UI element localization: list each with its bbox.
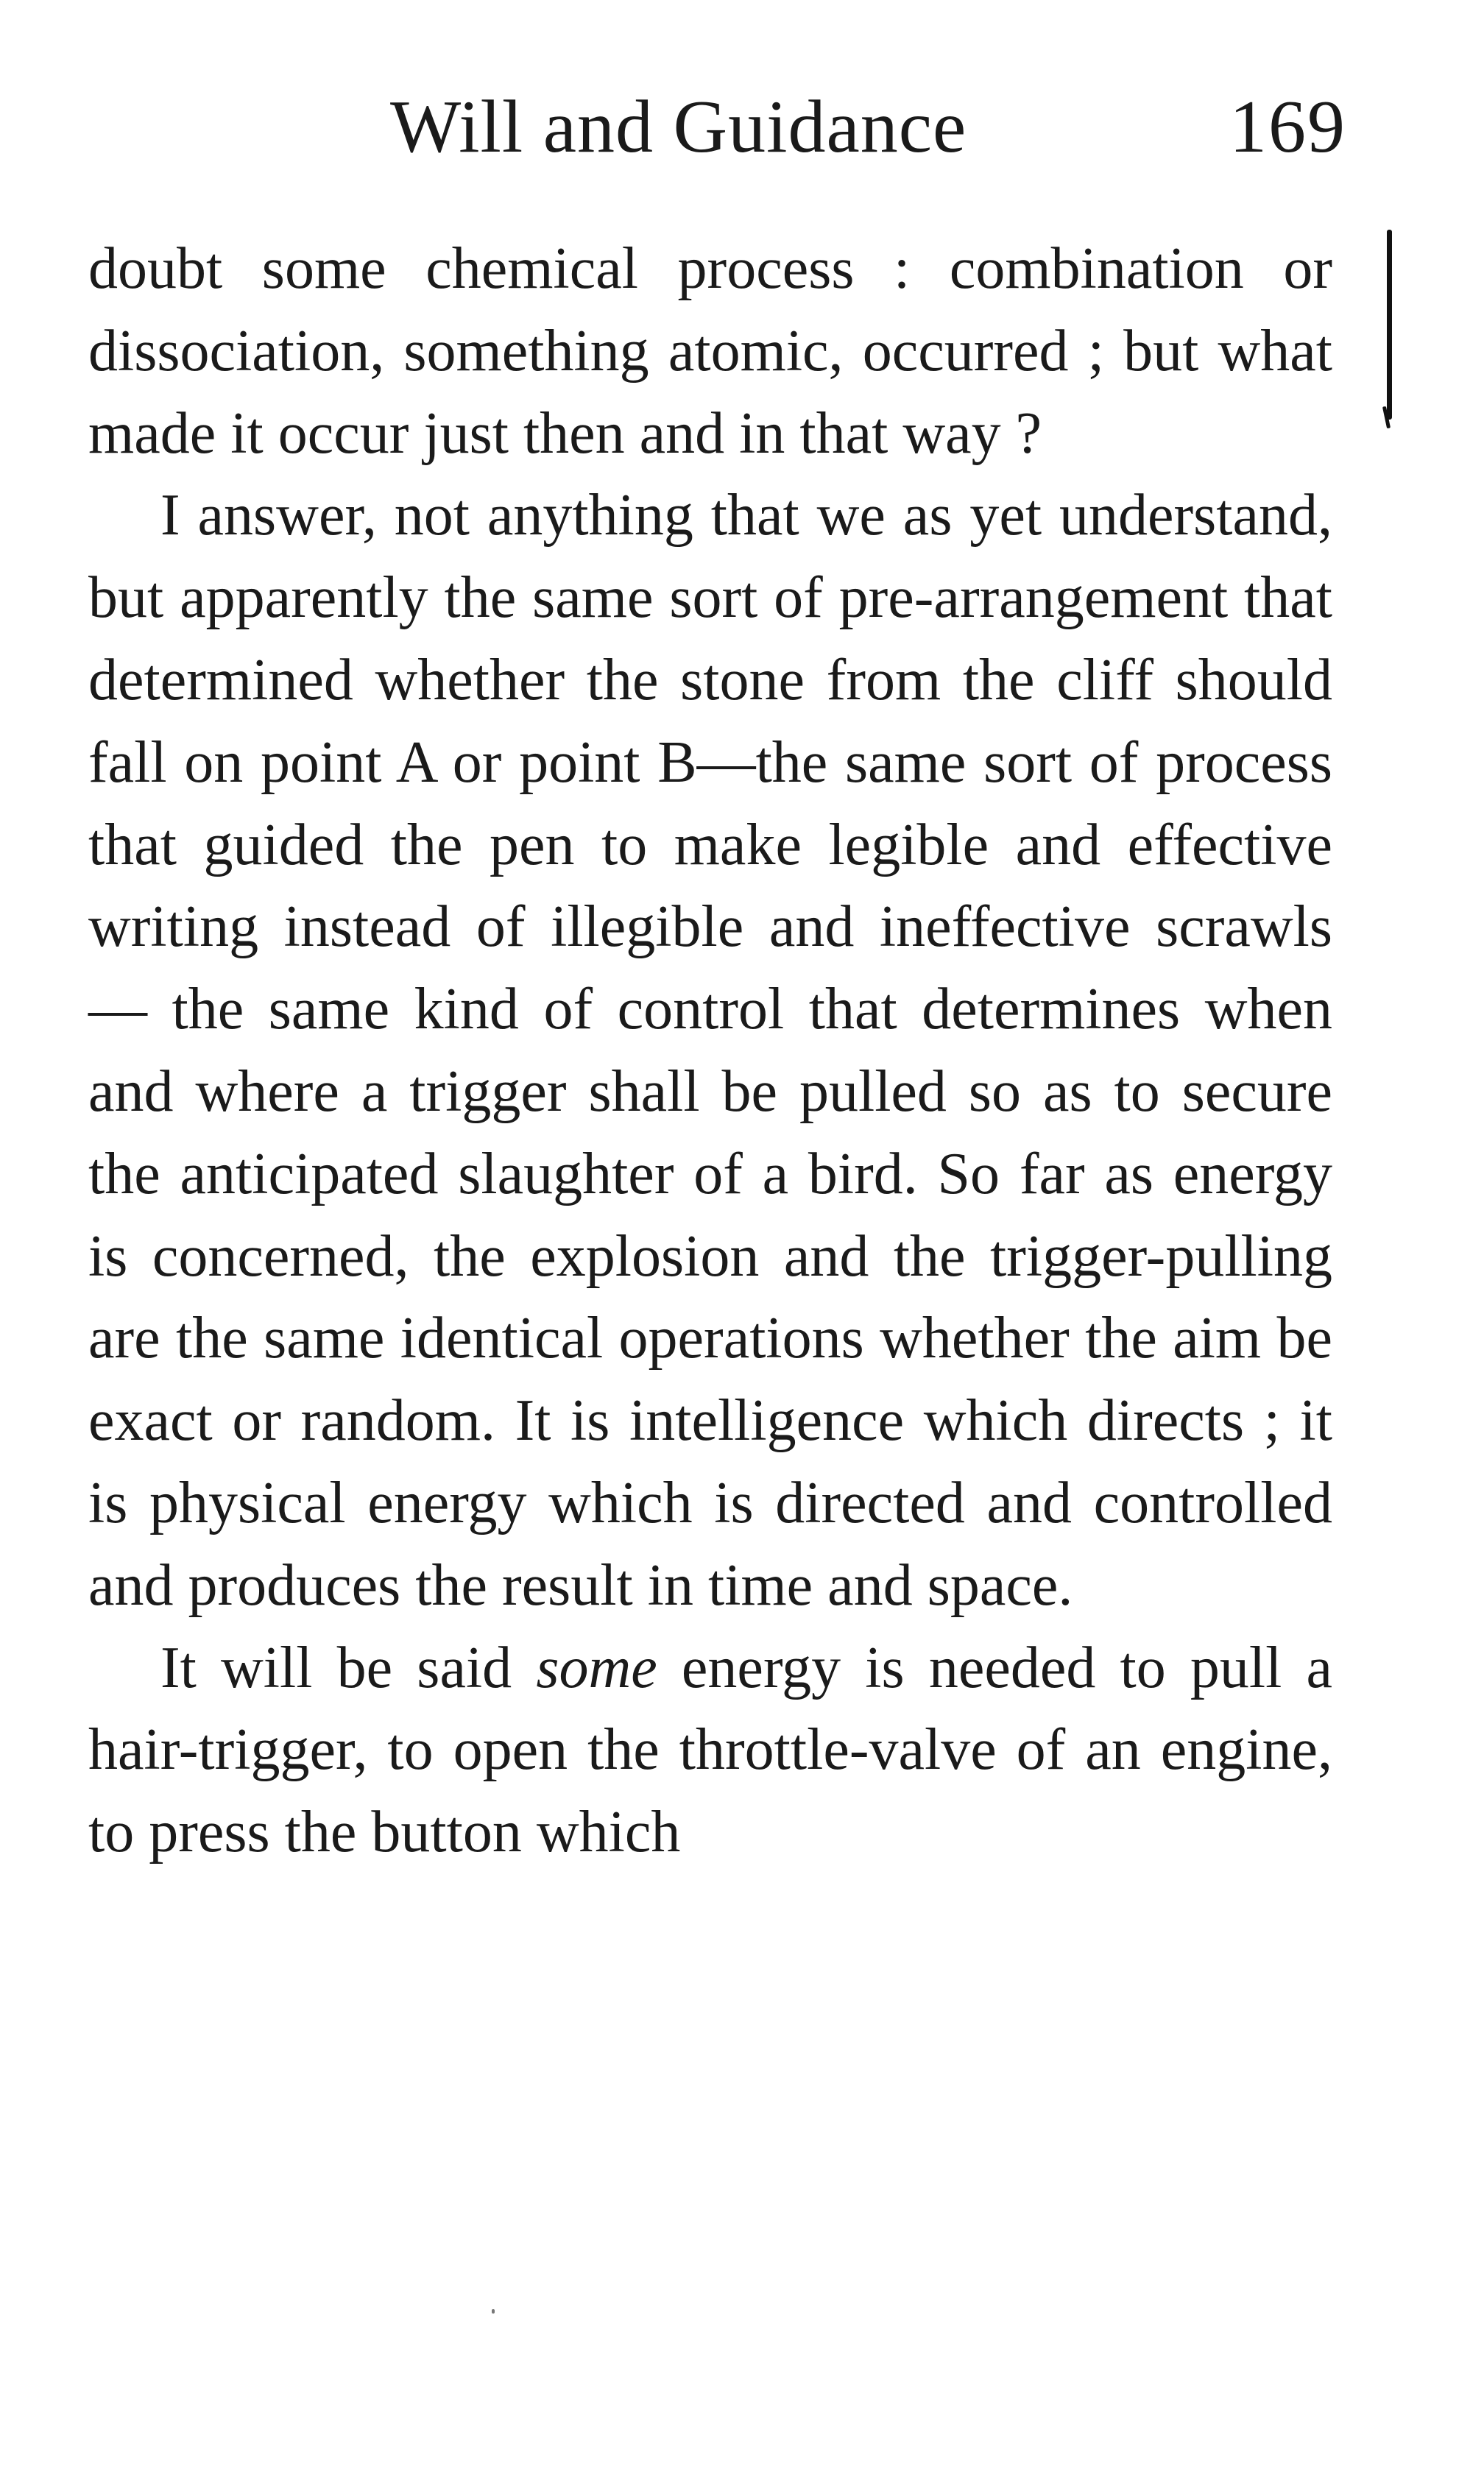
paragraph	[88, 1627, 1332, 1874]
italic-emphasis: some	[536, 1635, 657, 1700]
page-number: 169	[1229, 85, 1346, 169]
running-title: Will and Guidance	[390, 85, 967, 169]
running-head	[88, 85, 1346, 169]
paragraph-continued: doubt some chemical process : combination or dissociation, something atomic, occurred ; but what made it occur just then and in that way ?	[88, 236, 1332, 466]
ink-speck	[492, 2309, 495, 2314]
paragraph-text-end: energy is needed to pull a hair-trigger, to open the throttle-valve of an engine, to press the button which	[88, 1635, 1333, 1865]
paragraph: I answer, not anything that we as yet understand, but apparently the same sort of pre-arrangement that determined whether the stone from the cliff should fall on point A or point B—the same sort of process that guided the pen to make legible and effective writing instead of illegible and ineffective scrawls — the same kind of control that determines when and where a trigger shall be pulled so as to secure the anticipated slaughter of a bird. So far as energy is concerned, the explosion and the trigger-pulling are the same identical operations whether the aim be exact or random. It is intelligence which directs ; it is physical energy which is directed and controlled and produces the result in time and space.	[88, 483, 1332, 1618]
paragraph-text-start: It will be said	[160, 1635, 537, 1700]
body-text	[88, 228, 1332, 1874]
marginal-line-mark	[1387, 230, 1392, 420]
